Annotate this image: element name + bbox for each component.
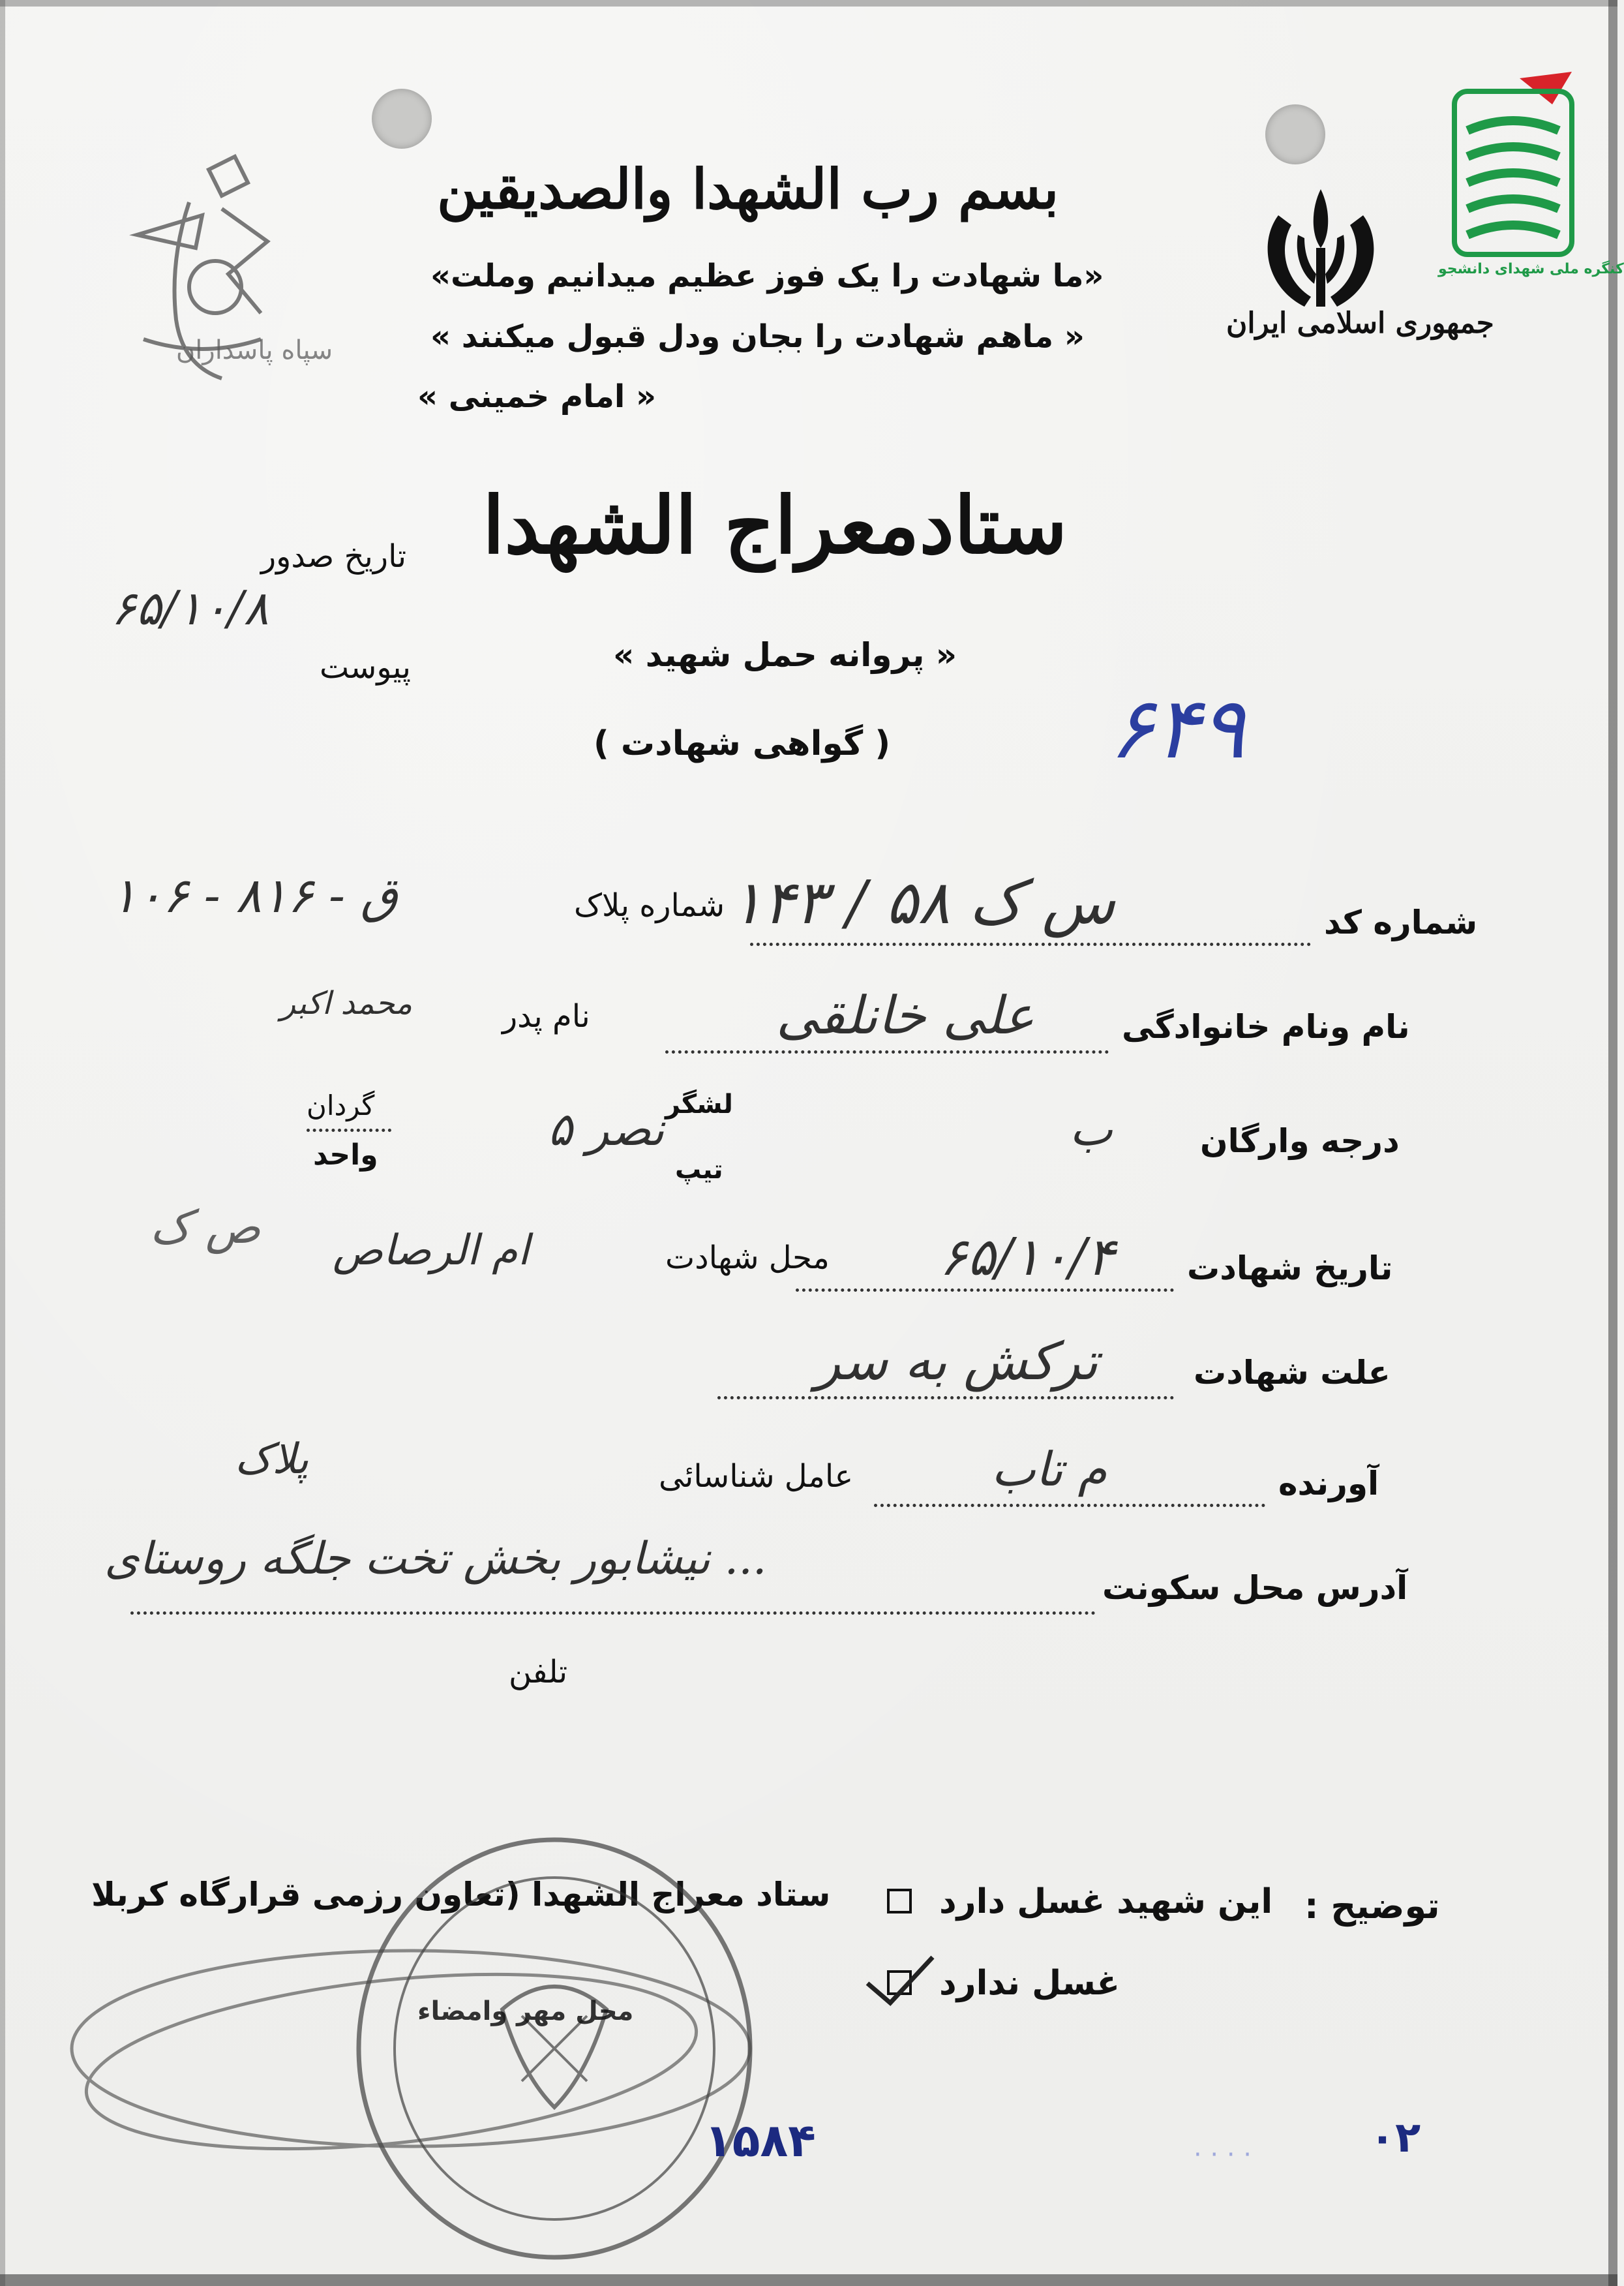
emblem-caption: جمهوری اسلامی ایران bbox=[1226, 307, 1494, 340]
punch-hole bbox=[1265, 104, 1325, 164]
phone-label: تلفن bbox=[509, 1654, 568, 1690]
scan-edge bbox=[0, 2274, 1617, 2286]
date-label: تاریخ شهادت bbox=[1187, 1249, 1393, 1287]
attachment-label: پیوست bbox=[320, 649, 411, 686]
division-value: ۵ نصر bbox=[548, 1103, 665, 1156]
identifier-value: پلاک bbox=[235, 1435, 309, 1484]
washed-checkbox[interactable] bbox=[887, 1889, 912, 1913]
unit-divider bbox=[307, 1129, 391, 1132]
issue-date-value: ۶۵/۱۰/۸ bbox=[111, 581, 269, 635]
brigade-label: تیپ bbox=[675, 1155, 723, 1185]
code-label: شماره کد bbox=[1324, 904, 1478, 941]
identifier-label: عامل شناسائی bbox=[659, 1458, 854, 1495]
rank-value: ب bbox=[1070, 1103, 1113, 1156]
rank-label: درجه وارگان bbox=[1200, 1122, 1400, 1160]
place-value: ام الرصاص bbox=[333, 1227, 530, 1275]
address-label: آدرس محل سکونت bbox=[1102, 1569, 1408, 1607]
signature-label: محل مهر وامضاء bbox=[417, 1996, 634, 2026]
quote-author: « امام خمینی » bbox=[417, 378, 657, 415]
date-value: ۶۵/۱۰/۴ bbox=[939, 1227, 1115, 1287]
blue-dots: · · · · bbox=[1194, 2140, 1252, 2170]
punch-hole bbox=[372, 89, 432, 149]
bringer-underline bbox=[874, 1504, 1265, 1507]
quote-line-2: « ماهم شهادت را بجان ودل قبول میکنند » bbox=[430, 318, 1085, 355]
address-value: نیشابور بخش تخت جلگه روستای ... bbox=[104, 1533, 767, 1585]
stamp-number: ۱۵۸۴ bbox=[704, 2114, 816, 2167]
issue-date-label: تاریخ صدور bbox=[261, 538, 407, 575]
washed-option: این شهید غسل دارد bbox=[939, 1882, 1273, 1921]
cause-value: ترکش به سر bbox=[815, 1331, 1098, 1392]
bringer-value: م تاب bbox=[991, 1442, 1107, 1497]
certificate-title: ( گواهی شهادت ) bbox=[594, 724, 891, 763]
father-label: نام پدر bbox=[502, 998, 590, 1035]
not-washed-option: غسل ندارد bbox=[939, 1964, 1120, 2003]
address-underline bbox=[130, 1611, 1096, 1615]
battalion-label: گردان bbox=[307, 1090, 375, 1121]
page-code: ۰۲ bbox=[1370, 2114, 1421, 2162]
quote-line-1: «ما شهادت را یک فوز عظیم میدانیم وملت» bbox=[430, 258, 1104, 294]
name-value: علی خانلقی bbox=[776, 985, 1035, 1046]
date-underline bbox=[796, 1288, 1174, 1292]
irgc-emblem bbox=[98, 144, 333, 424]
code-value: ۱۴۳ / ۵۸ س ک bbox=[730, 868, 1115, 937]
tag-value: ۱۰۶ - ۸۱۶ - ق bbox=[111, 868, 398, 924]
cause-underline bbox=[717, 1396, 1174, 1399]
unit-label: واحد bbox=[313, 1138, 378, 1172]
scan-edge bbox=[0, 0, 5, 2286]
official-stamp bbox=[339, 1801, 796, 2283]
note-label: توضیح : bbox=[1304, 1885, 1440, 1927]
division-label: لشگر bbox=[665, 1090, 733, 1120]
cause-label: علت شهادت bbox=[1194, 1354, 1391, 1392]
permit-title: « پروانه حمل شهید » bbox=[613, 636, 957, 674]
checkmark-icon bbox=[861, 1951, 939, 2009]
logo-caption: کنگره ملی شهدای دانشجو bbox=[1438, 261, 1624, 277]
father-value: محمد اکبر bbox=[280, 985, 413, 1022]
scan-edge bbox=[0, 0, 1617, 7]
martyrs-congress-logo bbox=[1441, 65, 1585, 287]
place-label: محل شهادت bbox=[665, 1240, 830, 1276]
bismillah: بسم رب الشهدا والصديقين bbox=[437, 157, 1059, 221]
record-number: ۶۴۹ bbox=[1109, 678, 1246, 778]
name-label: نام ونام خانوادگی bbox=[1122, 1008, 1410, 1046]
tag-label: شماره پلاک bbox=[574, 887, 725, 924]
code-underline bbox=[750, 943, 1311, 946]
svg-text:سپاه پاسداران: سپاه پاسداران bbox=[175, 335, 333, 365]
margin-note: ص ک bbox=[150, 1200, 261, 1254]
hq-stamp-text: ستاد معراج الشهدا (تعاون رزمی قرارگاه کربلا bbox=[91, 1876, 831, 1913]
org-title: ستادمعراج الشهدا bbox=[483, 480, 1068, 572]
scan-edge bbox=[1608, 0, 1617, 2286]
name-underline bbox=[665, 1050, 1109, 1054]
bringer-label: آورنده bbox=[1278, 1465, 1379, 1502]
